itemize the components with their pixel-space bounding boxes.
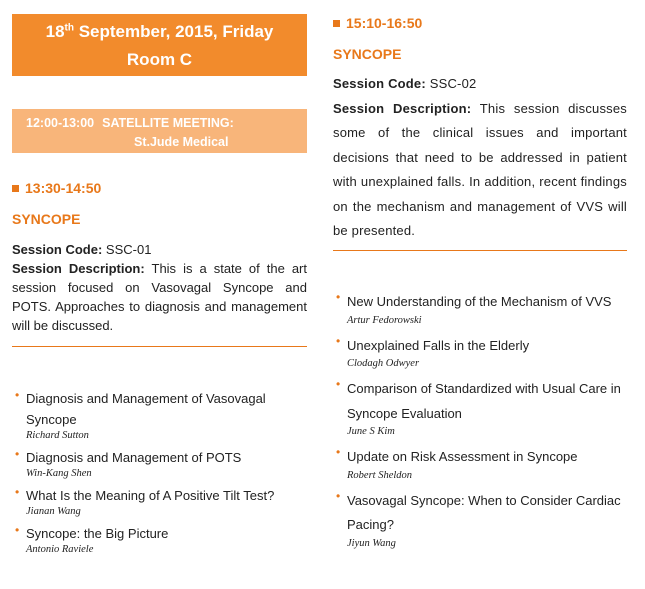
talk-speaker: Artur Fedorowski <box>347 314 422 326</box>
session-2-time-text: 15:10-16:50 <box>346 15 423 31</box>
bullet-dot-icon: • <box>15 485 20 499</box>
session-2-info <box>333 72 627 244</box>
session-1-title: SYNCOPE <box>12 211 81 227</box>
talk-speaker: Richard Sutton <box>26 430 89 441</box>
talk-title: Update on Risk Assessment in Syncope <box>347 449 578 464</box>
session-1-description <box>12 259 307 335</box>
list-item <box>333 377 627 437</box>
bullet-dot-icon: • <box>336 377 341 391</box>
talk-title: Diagnosis and Management of Vasovagal Syncope <box>26 391 266 427</box>
talk-speaker: Antonio Raviele <box>26 544 94 555</box>
satellite-time: 12:00-13:00 <box>26 116 95 130</box>
talk-speaker: Clodagh Odwyer <box>347 358 420 369</box>
talk-title: Syncope: the Big Picture <box>26 526 169 541</box>
bullet-dot-icon: • <box>15 388 20 402</box>
session-1-code-line <box>12 240 307 259</box>
talk-speaker: Win-Kang Shen <box>26 468 92 479</box>
session-2-description <box>333 97 627 244</box>
divider <box>12 346 307 347</box>
list-item <box>333 489 627 549</box>
list-item <box>12 485 307 517</box>
header-room: Room C <box>126 50 193 69</box>
satellite-sponsor: St.Jude Medical <box>134 135 229 149</box>
list-item <box>333 445 627 481</box>
session-2-time <box>333 15 422 31</box>
satellite-meeting-banner <box>12 109 307 153</box>
bullet-dot-icon: • <box>336 333 341 348</box>
session-2-code-line <box>333 72 627 97</box>
session-code-label: Session Code: <box>12 242 103 257</box>
session-2-code: SSC-02 <box>429 76 477 91</box>
bullet-dot-icon: • <box>336 290 341 304</box>
list-item <box>12 523 307 555</box>
session-description-label: Session Description: <box>333 100 472 116</box>
header-day: 18 <box>45 22 65 41</box>
talk-speaker: Robert Sheldon <box>347 469 413 481</box>
list-item <box>333 290 627 326</box>
header-date <box>12 18 307 46</box>
session-2-description-text: This session discusses some of the clinical issues and important decisions that need to be addressed in patient with unexplained falls. In addition, recent findings on the mechanism and management of VVS will be presented. <box>333 100 628 238</box>
session-1-time <box>12 180 101 196</box>
session-1-code: SSC-01 <box>105 242 152 257</box>
session-code-label: Session Code: <box>333 76 426 91</box>
square-bullet-icon <box>333 20 340 27</box>
talk-title: New Understanding of the Mechanism of VVS <box>347 294 612 309</box>
list-item <box>12 447 307 479</box>
bullet-dot-icon: • <box>15 523 20 537</box>
list-item <box>333 334 627 370</box>
satellite-title: SATELLITE MEETING: <box>102 116 234 130</box>
header-date-rest: September, 2015, Friday <box>73 22 274 41</box>
talk-title: Vasovagal Syncope: When to Consider Cardiac Pacing? <box>347 492 621 532</box>
session-1-info <box>12 240 307 335</box>
square-bullet-icon <box>12 185 19 192</box>
talk-title: Unexplained Falls in the Elderly <box>347 337 530 353</box>
bullet-dot-icon: • <box>15 447 20 461</box>
session-1-time-text: 13:30-14:50 <box>25 180 102 196</box>
list-item <box>12 388 307 441</box>
session-1-description-text: This is a state of the art session focused on Vasovagal Syncope and POTS. Approaches to diagnosis and management will be discussed. <box>12 261 307 333</box>
talk-speaker: Jianan Wang <box>26 506 81 517</box>
talk-title: Comparison of Standardized with Usual Care in Syncope Evaluation <box>347 381 621 421</box>
session-description-label: Session Description: <box>12 261 145 276</box>
bullet-dot-icon: • <box>336 488 341 503</box>
talk-title: Diagnosis and Management of POTS <box>26 450 242 465</box>
session-2-title: SYNCOPE <box>333 46 402 62</box>
talk-speaker: June S Kim <box>347 426 395 437</box>
divider <box>333 250 627 251</box>
talk-speaker: Jiyun Wang <box>347 537 396 549</box>
header-day-suffix: th <box>64 22 74 34</box>
day-header <box>12 14 307 76</box>
talk-title: What Is the Meaning of A Positive Tilt Test? <box>26 488 275 503</box>
session-1-talk-list <box>12 388 307 555</box>
session-2-talk-list <box>333 290 627 549</box>
bullet-dot-icon: • <box>336 445 341 459</box>
